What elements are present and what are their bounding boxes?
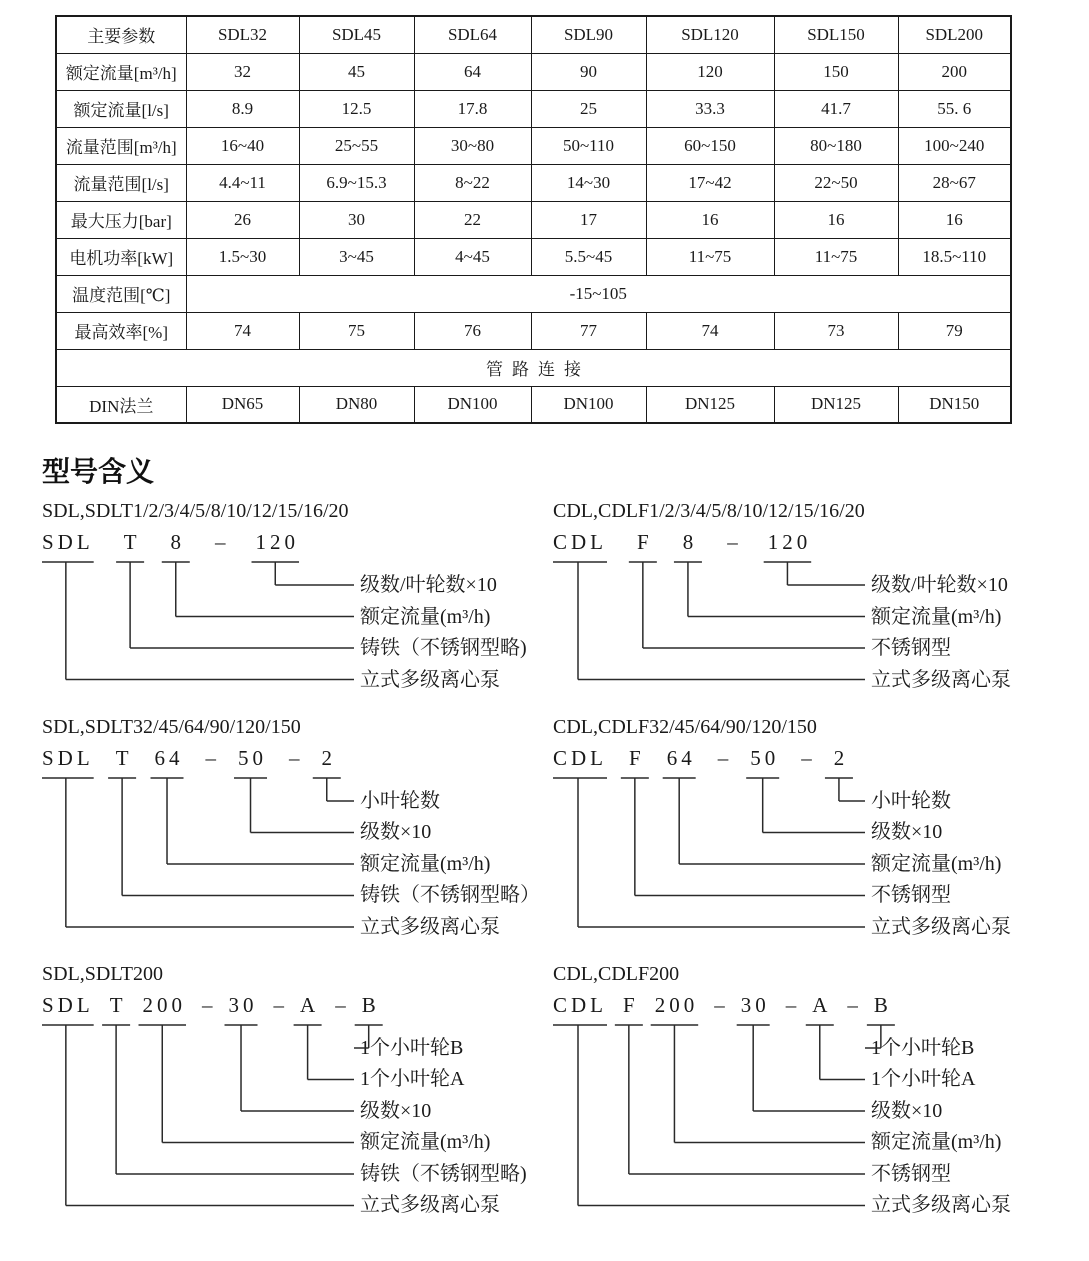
- diagram-label: 额定流量(m³/h): [871, 605, 1002, 628]
- code-segment: A: [300, 992, 320, 1017]
- value-cell: 16: [646, 201, 774, 238]
- diagram-label: 立式多级离心泵: [360, 668, 500, 691]
- value-cell: 30~80: [414, 127, 531, 164]
- code-segment: T: [123, 530, 141, 554]
- model-header-cell: SDL150: [774, 16, 898, 53]
- code-dash: –: [727, 530, 738, 554]
- code-segment: 2: [321, 745, 337, 770]
- diagram-label: 小叶轮数: [871, 789, 951, 812]
- code-dash: –: [289, 745, 300, 770]
- diagram-title: CDL,CDLF32/45/64/90/120/150: [553, 715, 817, 738]
- value-cell: 50~110: [531, 127, 646, 164]
- table-row: [56, 386, 1011, 423]
- row-label-cell: 流量范围[l/s]: [56, 164, 186, 201]
- value-cell: 28~67: [898, 164, 1011, 201]
- diagram-title: SDL,SDLT32/45/64/90/120/150: [42, 715, 301, 738]
- model-header-cell: SDL90: [531, 16, 646, 53]
- spec-table: [55, 15, 1012, 424]
- connector-lines: [553, 716, 1061, 949]
- diagram-label: 1个小叶轮A: [360, 1068, 465, 1090]
- code-segment: 50: [750, 745, 780, 770]
- code-segment: T: [115, 745, 133, 770]
- value-cell: DN65: [186, 386, 299, 423]
- value-cell: 55. 6: [898, 90, 1011, 127]
- row-label-cell: 最大压力[bar]: [56, 201, 186, 238]
- diagram-label: 额定流量(m³/h): [360, 852, 491, 875]
- code-segment: 2: [833, 745, 849, 770]
- value-cell: DN100: [531, 386, 646, 423]
- value-cell: 16: [898, 201, 1011, 238]
- code-segment: 64: [666, 745, 696, 770]
- value-cell: 33.3: [646, 90, 774, 127]
- value-cell: 75: [299, 312, 414, 349]
- code-segment: SDL: [42, 530, 94, 554]
- diagram-label: 1个小叶轮B: [360, 1036, 464, 1059]
- row-label-cell: 额定流量[l/s]: [56, 90, 186, 127]
- diagram-title: CDL,CDLF1/2/3/4/5/8/10/12/15/16/20: [553, 500, 865, 522]
- value-cell: DN100: [414, 386, 531, 423]
- model-code-diagram-sdl-series3: [42, 963, 547, 1228]
- diagram-label: 额定流量(m³/h): [360, 605, 491, 628]
- code-dash: –: [335, 992, 346, 1017]
- diagram-label: 不锈钢型: [871, 884, 951, 906]
- diagram-label: 铸铁（不锈钢型略): [360, 1162, 527, 1185]
- code-segment: 200: [142, 992, 187, 1017]
- value-cell: 11~75: [774, 238, 898, 275]
- section-title: 型号含义: [42, 456, 155, 487]
- diagram-label: 1个小叶轮A: [871, 1068, 976, 1090]
- diagram-label: 铸铁（不锈钢型略）: [360, 884, 540, 906]
- value-cell: 45: [299, 53, 414, 90]
- value-cell: 16: [774, 201, 898, 238]
- diagram-label: 1个小叶轮B: [871, 1036, 975, 1059]
- value-cell: DN150: [898, 386, 1011, 423]
- model-code-diagram-sdl-series1: [42, 500, 547, 702]
- connector-lines: [42, 500, 547, 702]
- value-cell: 77: [531, 312, 646, 349]
- value-cell: 17~42: [646, 164, 774, 201]
- code-segment: B: [361, 992, 380, 1017]
- value-cell: 1.5~30: [186, 238, 299, 275]
- code-segment: 64: [154, 745, 184, 770]
- param-header-cell: 主要参数: [56, 16, 186, 53]
- code-segment: 30: [740, 992, 770, 1017]
- diagram-label: 级数×10: [360, 821, 432, 843]
- value-cell: 6.9~15.3: [299, 164, 414, 201]
- connector-lines: [553, 963, 1061, 1228]
- value-cell: 11~75: [646, 238, 774, 275]
- code-segment: 8: [682, 530, 698, 554]
- value-cell: 30: [299, 201, 414, 238]
- value-cell: 22: [414, 201, 531, 238]
- code-segment: T: [109, 992, 127, 1017]
- value-cell: 8~22: [414, 164, 531, 201]
- diagram-label: 级数/叶轮数×10: [360, 574, 497, 596]
- code-segment: 50: [238, 745, 268, 770]
- code-segment: B: [873, 992, 892, 1017]
- value-cell: 41.7: [774, 90, 898, 127]
- diagram-label: 级数×10: [871, 1099, 943, 1122]
- table-row: [56, 201, 1011, 238]
- model-header-cell: SDL200: [898, 16, 1011, 53]
- value-cell: 32: [186, 53, 299, 90]
- code-segment: F: [629, 745, 645, 770]
- code-segment: SDL: [42, 745, 94, 770]
- diagram-label: 额定流量(m³/h): [871, 1131, 1002, 1153]
- code-segment: F: [637, 530, 653, 554]
- value-cell: 150: [774, 53, 898, 90]
- diagram-label: 立式多级离心泵: [360, 915, 500, 938]
- value-cell: 17: [531, 201, 646, 238]
- value-cell: 100~240: [898, 127, 1011, 164]
- model-header-cell: SDL64: [414, 16, 531, 53]
- span-value-cell: -15~105: [186, 275, 1011, 312]
- code-dash: –: [847, 992, 858, 1017]
- row-label-cell: DIN法兰: [56, 386, 186, 423]
- row-label-cell: 额定流量[m³/h]: [56, 53, 186, 90]
- value-cell: 64: [414, 53, 531, 90]
- code-dash: –: [205, 745, 217, 770]
- value-cell: 5.5~45: [531, 238, 646, 275]
- code-segment: CDL: [553, 530, 607, 554]
- value-cell: 4.4~11: [186, 164, 299, 201]
- diagram-label: 级数/叶轮数×10: [871, 574, 1008, 596]
- diagram-title: CDL,CDLF200: [553, 962, 680, 985]
- value-cell: 73: [774, 312, 898, 349]
- code-segment: 30: [228, 992, 258, 1017]
- code-dash: –: [202, 992, 213, 1017]
- diagram-title: SDL,SDLT200: [42, 962, 163, 985]
- diagram-label: 额定流量(m³/h): [871, 852, 1002, 875]
- value-cell: 200: [898, 53, 1011, 90]
- diagram-label: 小叶轮数: [360, 789, 440, 812]
- diagram-label: 额定流量(m³/h): [360, 1131, 491, 1153]
- value-cell: 74: [646, 312, 774, 349]
- code-segment: F: [623, 992, 639, 1017]
- value-cell: 14~30: [531, 164, 646, 201]
- model-code-diagram-sdl-series2: [42, 716, 547, 949]
- diagram-label: 级数×10: [360, 1099, 432, 1122]
- table-row: [56, 53, 1011, 90]
- code-dash: –: [717, 745, 729, 770]
- code-dash: –: [785, 992, 797, 1017]
- value-cell: 120: [646, 53, 774, 90]
- row-label-cell: 最高效率[%]: [56, 312, 186, 349]
- table-row: [56, 238, 1011, 275]
- diagram-grid: [42, 500, 1069, 1241]
- code-segment: 8: [170, 530, 186, 554]
- value-cell: 18.5~110: [898, 238, 1011, 275]
- code-segment: CDL: [553, 992, 607, 1017]
- value-cell: 8.9: [186, 90, 299, 127]
- table-header-row: [56, 16, 1011, 53]
- model-header-cell: SDL120: [646, 16, 774, 53]
- diagram-label: 立式多级离心泵: [871, 915, 1011, 938]
- diagram-label: 立式多级离心泵: [871, 668, 1011, 691]
- diagram-label: 铸铁（不锈钢型略): [360, 637, 527, 659]
- value-cell: 26: [186, 201, 299, 238]
- diagram-title: SDL,SDLT1/2/3/4/5/8/10/12/15/16/20: [42, 500, 349, 522]
- model-code-diagram-cdl-series1: [553, 500, 1061, 702]
- value-cell: DN125: [646, 386, 774, 423]
- diagram-label: 不锈钢型: [871, 637, 951, 659]
- connector-lines: [42, 716, 547, 949]
- code-segment: 120: [255, 530, 300, 554]
- code-dash: –: [273, 992, 285, 1017]
- code-dash: –: [714, 992, 725, 1017]
- table-row: [56, 275, 1011, 312]
- value-cell: 25: [531, 90, 646, 127]
- connector-lines: [553, 500, 1061, 702]
- code-dash: –: [215, 530, 226, 554]
- diagram-label: 立式多级离心泵: [360, 1194, 500, 1216]
- value-cell: 22~50: [774, 164, 898, 201]
- table-row: [56, 164, 1011, 201]
- model-code-diagram-cdl-series2: [553, 716, 1061, 949]
- value-cell: 74: [186, 312, 299, 349]
- table-row: [56, 127, 1011, 164]
- value-cell: 90: [531, 53, 646, 90]
- code-segment: 200: [654, 992, 699, 1017]
- diagram-label: 立式多级离心泵: [871, 1194, 1011, 1216]
- model-header-cell: SDL32: [186, 16, 299, 53]
- model-code-diagram-cdl-series3: [553, 963, 1061, 1228]
- table-row: [56, 312, 1011, 349]
- value-cell: 4~45: [414, 238, 531, 275]
- connector-lines: [42, 963, 547, 1228]
- code-segment: 120: [767, 530, 812, 554]
- spec-table-body: [56, 16, 1011, 423]
- diagram-label: 不锈钢型: [871, 1162, 951, 1185]
- value-cell: 3~45: [299, 238, 414, 275]
- value-cell: DN125: [774, 386, 898, 423]
- row-label-cell: 电机功率[kW]: [56, 238, 186, 275]
- table-row: [56, 349, 1011, 386]
- code-dash: –: [801, 745, 812, 770]
- value-cell: 60~150: [646, 127, 774, 164]
- full-span-cell: 管路连接: [56, 349, 1011, 386]
- code-segment: SDL: [42, 992, 94, 1017]
- row-label-cell: 流量范围[m³/h]: [56, 127, 186, 164]
- code-segment: A: [812, 992, 832, 1017]
- value-cell: 25~55: [299, 127, 414, 164]
- diagram-label: 级数×10: [871, 821, 943, 843]
- model-header-cell: SDL45: [299, 16, 414, 53]
- value-cell: 16~40: [186, 127, 299, 164]
- value-cell: 12.5: [299, 90, 414, 127]
- value-cell: 80~180: [774, 127, 898, 164]
- value-cell: DN80: [299, 386, 414, 423]
- code-segment: CDL: [553, 745, 607, 770]
- value-cell: 79: [898, 312, 1011, 349]
- value-cell: 17.8: [414, 90, 531, 127]
- value-cell: 76: [414, 312, 531, 349]
- row-label-cell: 温度范围[℃]: [56, 275, 186, 312]
- table-row: [56, 90, 1011, 127]
